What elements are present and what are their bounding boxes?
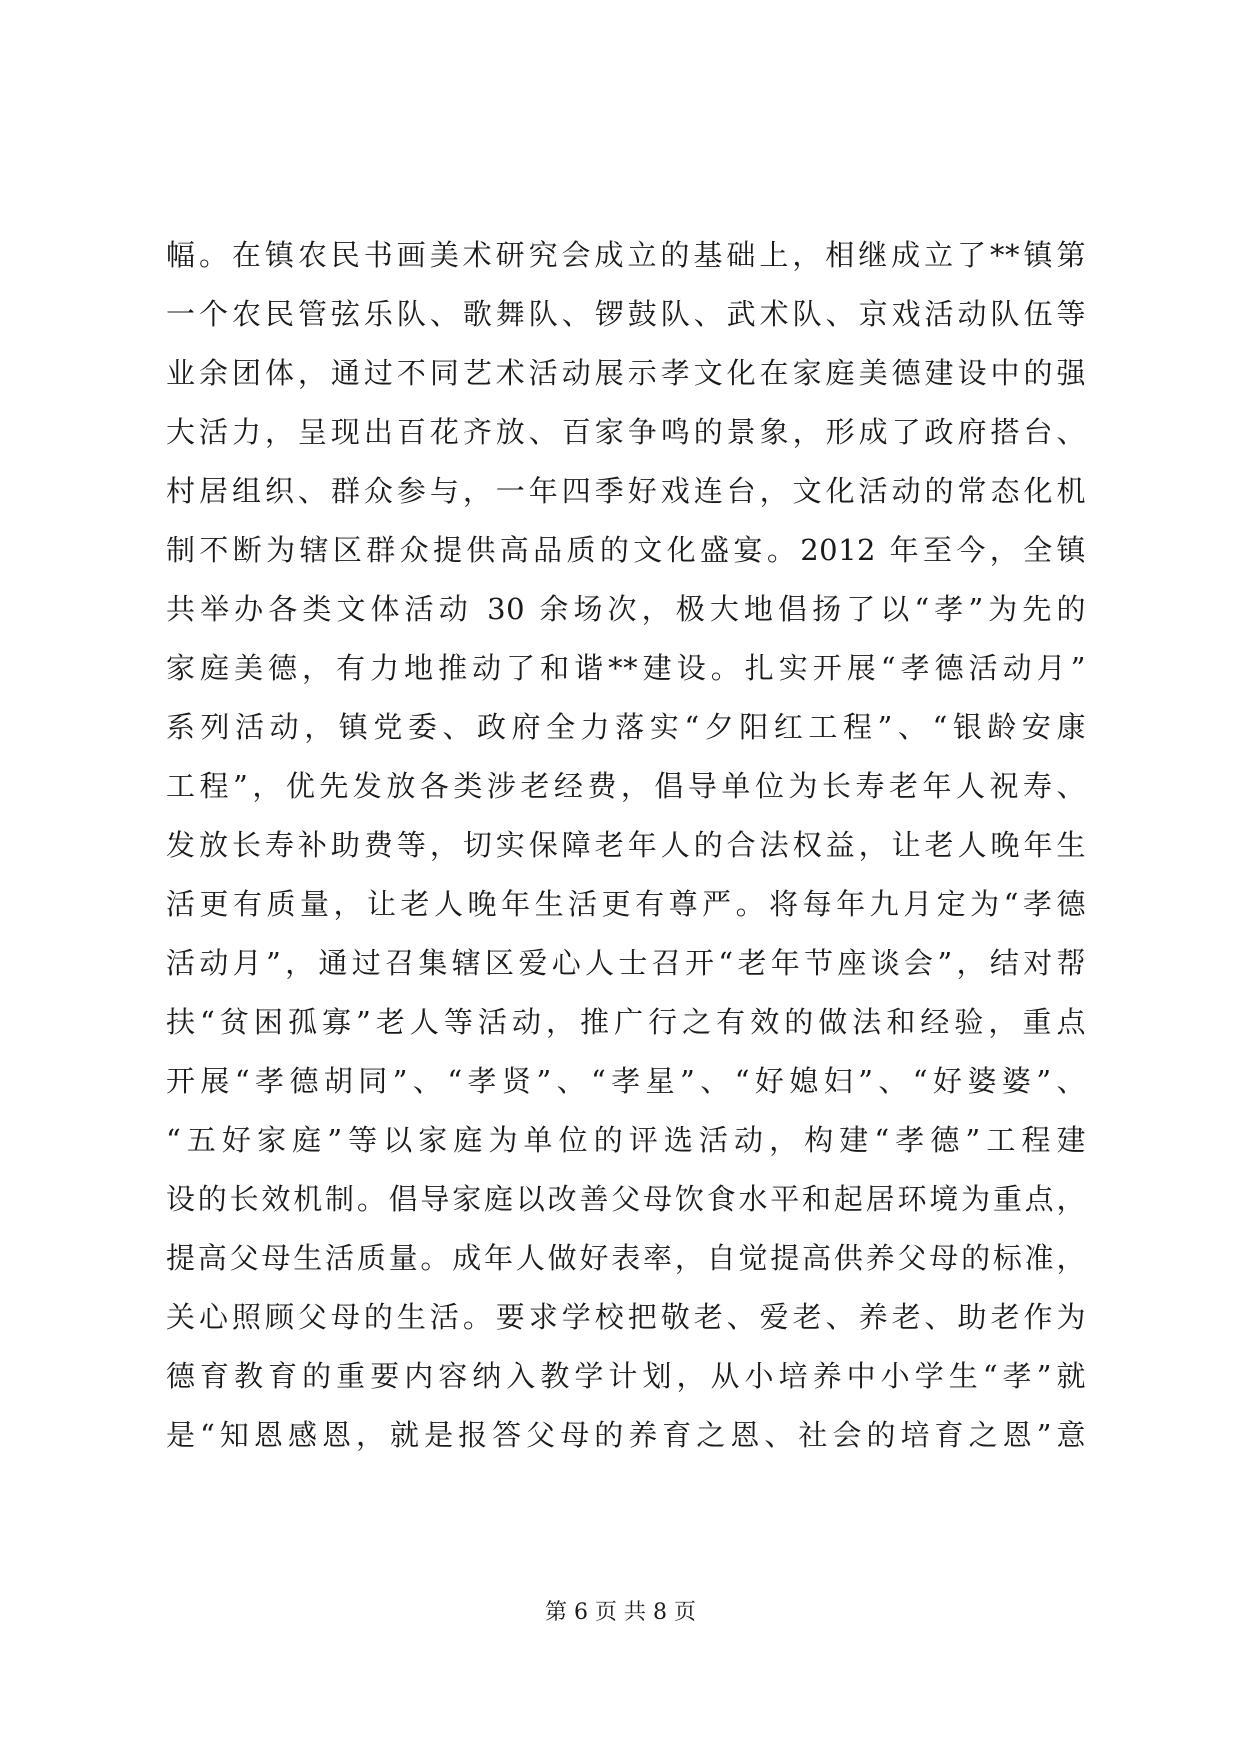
text-line: “五好家庭”等以家庭为单位的评选活动，构建“孝德”工程建 — [166, 1123, 1086, 1157]
text-line: 设的长效机制。倡导家庭以改善父母饮食水平和起居环境为重点， — [166, 1182, 1086, 1216]
text-line: 扶“贫困孤寡”老人等活动，推广行之有效的做法和经验，重点 — [166, 1005, 1086, 1039]
text-line: 共举办各类文体活动 30 余场次，极大地倡扬了以“孝”为先的 — [166, 592, 1086, 626]
text-line: 大活力，呈现出百花齐放、百家争鸣的景象，形成了政府搭台、 — [166, 415, 1086, 449]
text-line: 德育教育的重要内容纳入教学计划，从小培养中小学生“孝”就 — [166, 1359, 1086, 1393]
text-line: 活动月”，通过召集辖区爱心人士召开“老年节座谈会”，结对帮 — [166, 946, 1086, 980]
text-line: 制不断为辖区群众提供高品质的文化盛宴。2012 年至今，全镇 — [166, 533, 1086, 567]
text-line: 活更有质量，让老人晚年生活更有尊严。将每年九月定为“孝德 — [166, 887, 1086, 921]
text-line: 开展“孝德胡同”、“孝贤”、“孝星”、“好媳妇”、“好婆婆”、 — [166, 1064, 1086, 1098]
text-line: 幅。在镇农民书画美术研究会成立的基础上，相继成立了**镇第 — [166, 238, 1086, 272]
text-line: 提高父母生活质量。成年人做好表率，自觉提高供养父母的标准， — [166, 1241, 1086, 1275]
text-line: 系列活动，镇党委、政府全力落实“夕阳红工程”、“银龄安康 — [166, 710, 1086, 744]
page-footer: 第 6 页 共 8 页 — [545, 1600, 696, 1625]
body-text — [166, 226, 1086, 1465]
text-line: 发放长寿补助费等，切实保障老年人的合法权益，让老人晚年生 — [166, 828, 1086, 862]
text-line: 一个农民管弦乐队、歌舞队、锣鼓队、武术队、京戏活动队伍等 — [166, 297, 1086, 331]
text-line: 村居组织、群众参与，一年四季好戏连台，文化活动的常态化机 — [166, 474, 1086, 508]
text-line: 家庭美德，有力地推动了和谐**建设。扎实开展“孝德活动月” — [166, 651, 1086, 685]
text-line: 关心照顾父母的生活。要求学校把敬老、爱老、养老、助老作为 — [166, 1300, 1086, 1334]
text-line: 是“知恩感恩，就是报答父母的养育之恩、社会的培育之恩”意 — [166, 1418, 1086, 1452]
text-line: 业余团体，通过不同艺术活动展示孝文化在家庭美德建设中的强 — [166, 356, 1086, 390]
text-line: 工程”，优先发放各类涉老经费，倡导单位为长寿老年人祝寿、 — [166, 769, 1086, 803]
